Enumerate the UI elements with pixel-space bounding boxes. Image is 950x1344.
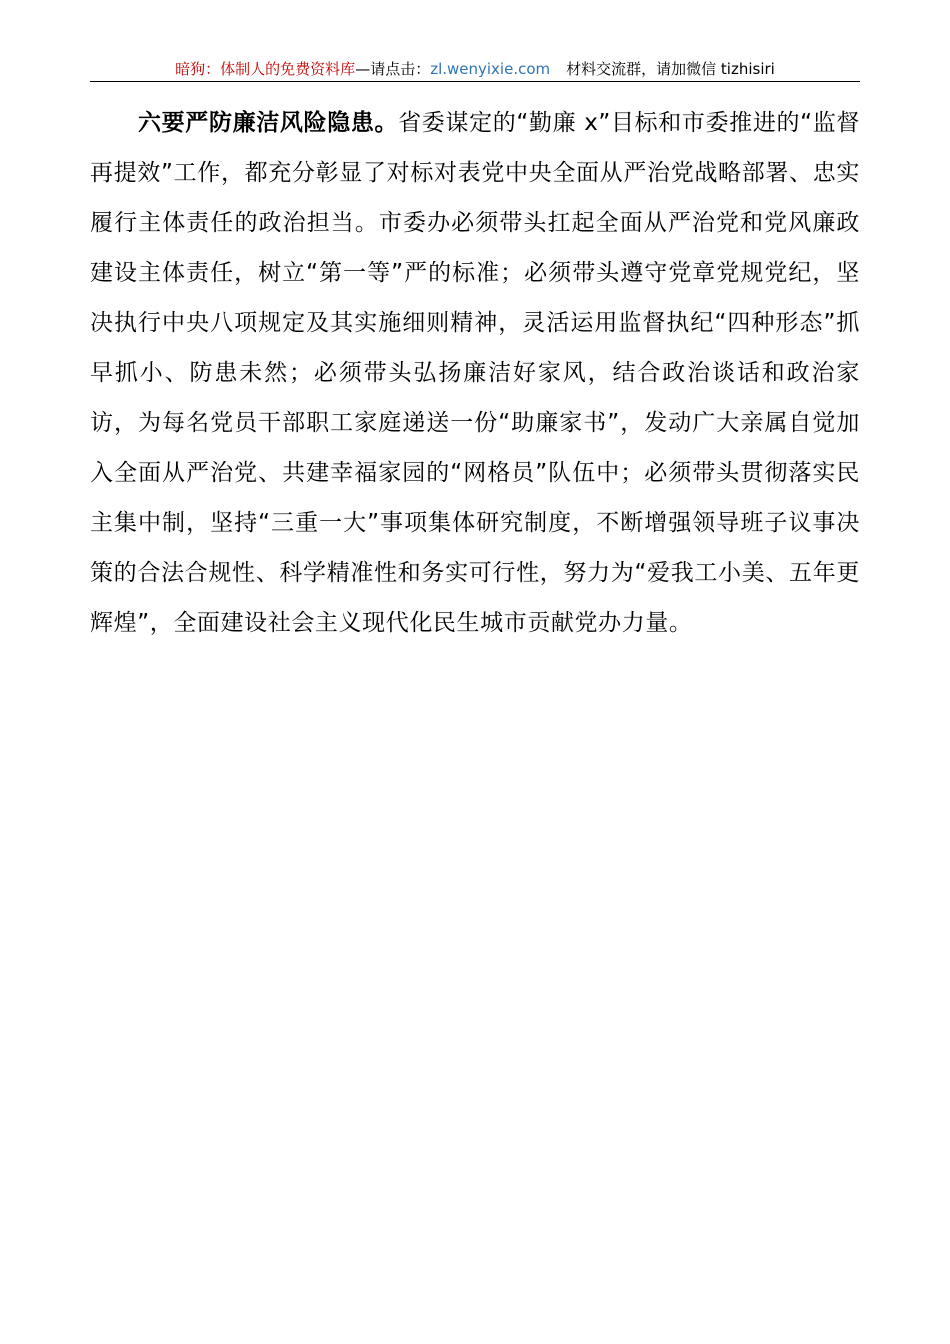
header-divider <box>90 81 860 82</box>
paragraph-lead: 六要严防廉洁风险隐患。 <box>138 110 399 136</box>
header-separator: —请点击： <box>355 60 431 78</box>
document-body <box>90 98 860 648</box>
header-note: 材料交流群，请加微信 tizhisiri <box>566 60 775 78</box>
paragraph-text: 省委谋定的“勤廉 x”目标和市委推进的“监督再提效”工作，都充分彰显了对标对表党中央全面从严治党战略部署、忠实履行主体责任的政治担当。市委办必须带头扛起全面从严治党和党风廉政建设主体责任，树立“第一等”严的标准；必须带头遵守党章党规党纪，坚决执行中央八项规定及其实施细则精神，灵活运用监督执纪“四种形态”抓早抓小、防患未然；必须带头弘扬廉洁好家风，结合政治谈话和政治家访，为每名党员干部职工家庭递送一份“助廉家书”，发动广大亲属自觉加入全面从严治党、共建幸福家园的“网格员”队伍中；必须带头贯彻落实民主集中制，坚持“三重一大”事项集体研究制度，不断增强领导班子议事决策的合法合规性、科学精准性和务实可行性，努力为“爱我工小美、五年更辉煌”，全面建设社会主义现代化民生城市贡献党办力量。 <box>90 110 860 636</box>
page-header <box>90 58 860 82</box>
header-link[interactable]: zl.wenyixie.com <box>430 60 551 78</box>
header-brand: 暗狗：体制人的免费资料库 <box>175 60 356 78</box>
body-paragraph <box>90 98 860 648</box>
